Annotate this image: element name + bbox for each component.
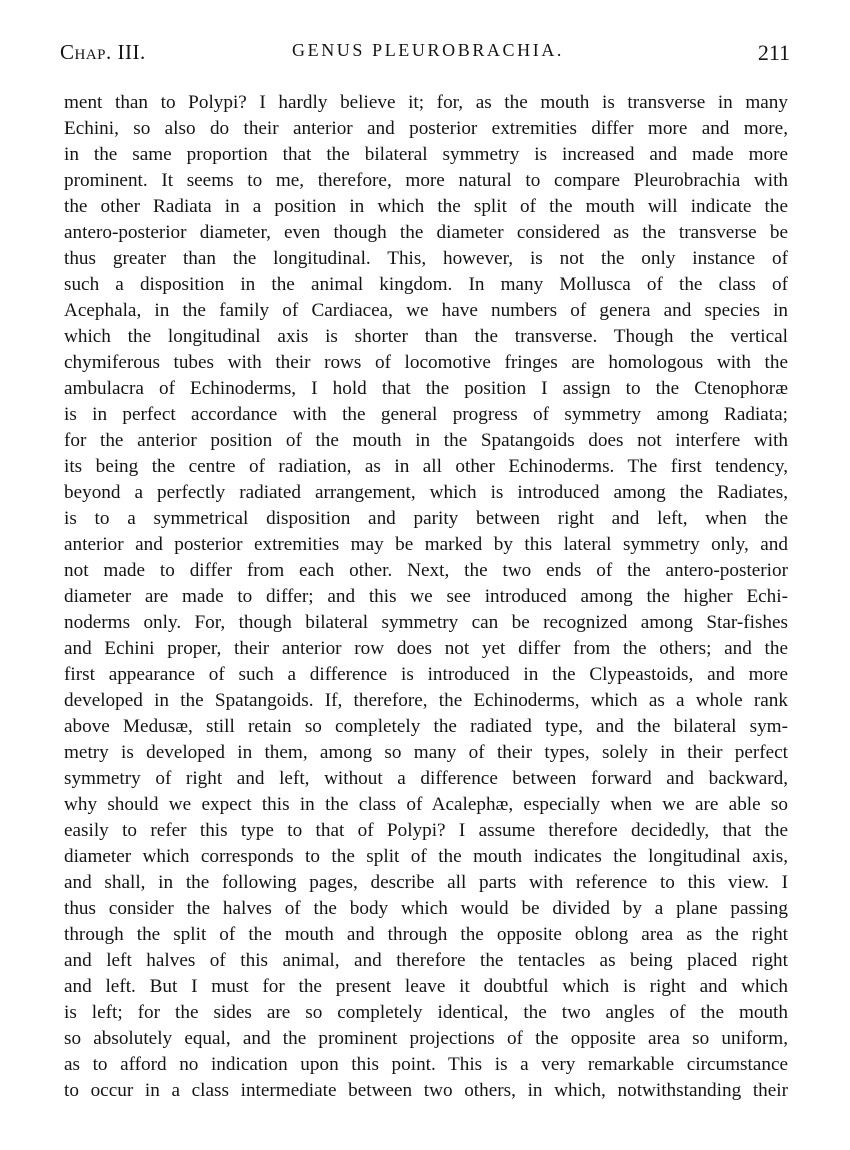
text-line: easily to refer this type to that of Polypi? I assume therefore decidedly, that the xyxy=(64,820,788,841)
text-line: why should we expect this in the class of Acalephæ, especially when we are able so xyxy=(64,794,788,815)
text-line: is in perfect accordance with the general progress of symmetry among Radiata; xyxy=(64,404,788,425)
text-line: thus consider the halves of the body which would be divided by a plane passing xyxy=(64,898,788,919)
text-line: chymiferous tubes with their rows of locomotive fringes are homologous with the xyxy=(64,352,788,373)
text-line: and left halves of this animal, and therefore the tentacles as being placed right xyxy=(64,950,788,971)
text-line: Echini, so also do their anterior and posterior extremities differ more and more, xyxy=(64,118,788,139)
text-line: developed in the Spatangoids. If, therefore, the Echinoderms, which as a whole rank xyxy=(64,690,788,711)
text-line: diameter which corresponds to the split of the mouth indicates the longitudinal axis, xyxy=(64,846,788,867)
text-line: above Medusæ, still retain so completely the radiated type, and the bilateral sym- xyxy=(64,716,788,737)
text-line: in the same proportion that the bilateral symmetry is increased and made more xyxy=(64,144,788,165)
text-line: first appearance of such a difference is introduced in the Clypeastoids, and more xyxy=(64,664,788,685)
text-line: for the anterior position of the mouth in the Spatangoids does not interfere with xyxy=(64,430,788,451)
text-line: not made to differ from each other. Next, the two ends of the antero-posterior xyxy=(64,560,788,581)
chapter-label: Chap. III. xyxy=(60,40,146,64)
text-line: the other Radiata in a position in which the split of the mouth will indicate the xyxy=(64,196,788,217)
running-header xyxy=(60,40,790,80)
text-line: beyond a perfectly radiated arrangement, which is introduced among the Radiates, xyxy=(64,482,788,503)
body-text xyxy=(64,90,788,1104)
text-line: anterior and posterior extremities may be marked by this lateral symmetry only, and xyxy=(64,534,788,555)
text-line: Acephala, in the family of Cardiacea, we have numbers of genera and species in xyxy=(64,300,788,321)
text-line: and shall, in the following pages, describe all parts with reference to this view. I xyxy=(64,872,788,893)
text-line: noderms only. For, though bilateral symmetry can be recognized among Star-fishes xyxy=(64,612,788,633)
page-title: GENUS PLEUROBRACHIA. xyxy=(292,40,565,60)
page-number: 211 xyxy=(757,40,790,65)
text-line: metry is developed in them, among so many of their types, solely in their perfect xyxy=(64,742,788,763)
text-line: which the longitudinal axis is shorter than the transverse. Though the vertical xyxy=(64,326,788,347)
text-line: and Echini proper, their anterior row does not yet differ from the others; and the xyxy=(64,638,788,659)
text-line: ambulacra of Echinoderms, I hold that the position I assign to the Ctenophoræ xyxy=(64,378,788,399)
text-line: through the split of the mouth and through the opposite oblong area as the right xyxy=(64,924,788,945)
text-line: to occur in a class intermediate between two others, in which, notwithstanding their xyxy=(64,1080,788,1101)
text-line: diameter are made to differ; and this we see introduced among the higher Echi- xyxy=(64,586,788,607)
text-line: is left; for the sides are so completely identical, the two angles of the mouth xyxy=(64,1002,788,1023)
text-line: ment than to Polypi? I hardly believe it; for, as the mouth is transverse in many xyxy=(64,92,788,113)
text-line: such a disposition in the animal kingdom. In many Mollusca of the class of xyxy=(64,274,788,295)
text-line: so absolutely equal, and the prominent projections of the opposite area so uniform, xyxy=(64,1028,788,1049)
text-line: symmetry of right and left, without a difference between forward and backward, xyxy=(64,768,788,789)
text-line: thus greater than the longitudinal. This, however, is not the only instance of xyxy=(64,248,788,269)
text-line: and left. But I must for the present leave it doubtful which is right and which xyxy=(64,976,788,997)
text-line: antero-posterior diameter, even though the diameter considered as the transverse be xyxy=(64,222,788,243)
text-line: is to a symmetrical disposition and parity between right and left, when the xyxy=(64,508,788,529)
text-line: prominent. It seems to me, therefore, more natural to compare Pleurobrachia with xyxy=(64,170,788,191)
text-line: as to afford no indication upon this point. This is a very remarkable circumstance xyxy=(64,1054,788,1075)
text-line: its being the centre of radiation, as in all other Echinoderms. The first tendency, xyxy=(64,456,788,477)
